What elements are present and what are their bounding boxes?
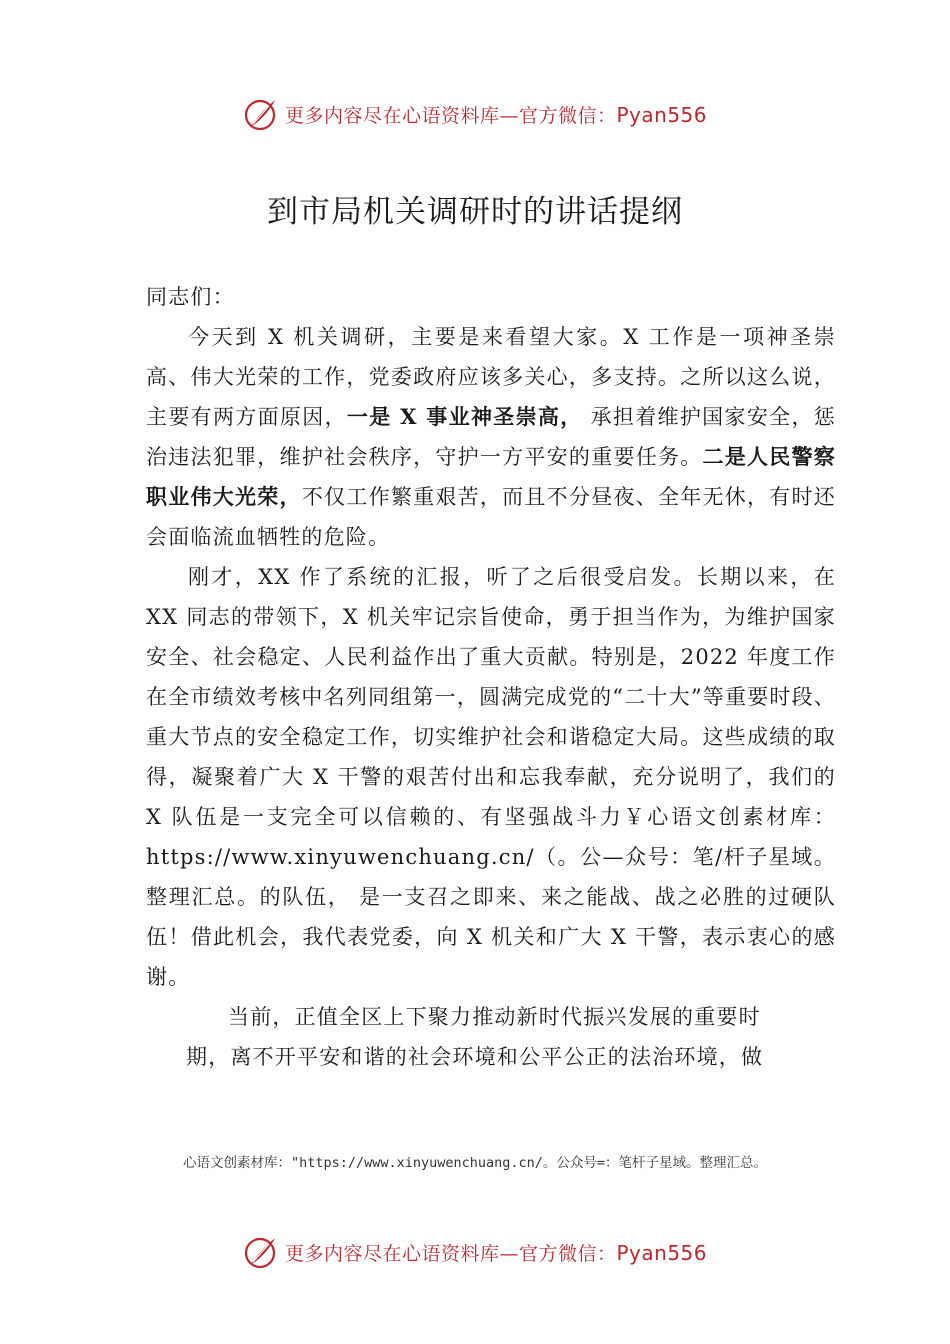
source-footnote: 心语文创素材库："https://www.xinyuwenchuang.cn/。公众号=：笔杆子星域。整理汇总。	[182, 1155, 768, 1171]
document-body	[146, 277, 836, 1077]
quill-logo-icon	[243, 1234, 279, 1270]
quill-logo-icon	[243, 96, 279, 132]
bold-point-1: 一是 X 事业神圣崇高，	[346, 404, 583, 429]
banner-text: 更多内容尽在心语资料库—官方微信：Pyan556	[284, 102, 708, 127]
banner-wechat-id: Pyan556	[616, 1240, 708, 1265]
paragraph-1: 今天到 X 机关调研，主要是来看望大家。X 工作是一项神圣崇高、伟大光荣的工作，党委政府应该多关心，多支持。之所以这么说，主要有两方面原因，一是 X 事业神圣崇高， 承担着维护国家安全，惩治违法犯罪，维护社会秩序，守护一方平安的重要任务。二是人民警察职业伟大光荣，不仅工作繁重艰苦，而且不分昼夜、全年无休，有时还会面临流血牺牲的危险。	[146, 325, 836, 549]
greeting: 同志们：	[146, 285, 235, 309]
document-title: 到市局机关调研时的讲话提纲	[267, 194, 683, 230]
footer-watermark-banner	[0, 1230, 950, 1274]
paragraph-3: 当前，正值全区上下聚力推动新时代振兴发展的重要时	[228, 1005, 761, 1029]
bold-point-2: 二是人民警察职业伟大光荣，	[146, 444, 836, 509]
paragraph-2: 刚才，XX 作了系统的汇报，听了之后很受启发。长期以来，在 XX 同志的带领下，X 机关牢记宗旨使命，勇于担当作为，为维护国家安全、社会稳定、人民利益作出了重大贡献。特别是，2022 年度工作在全市绩效考核中名列同组第一，圆满完成党的“二十大”等重要时段、重大节点的安全稳定工作，切实维护社会和谐稳定大局。这些成绩的取得，凝聚着广大 X 干警的艰苦付出和忘我奉献，充分说明了，我们的 X 队伍是一支完全可以信赖的、有坚强战斗力￥心语文创素材库：https://www.xinyuwenchuang.cn/（。公—众号：笔/杆子星域。整理汇总。的队伍， 是一支召之即来、来之能战、战之必胜的过硬队伍！借此机会，我代表党委，向 X 机关和广大 X 干警，表示衷心的感谢。	[146, 565, 836, 989]
banner-wechat-id: Pyan556	[616, 102, 708, 127]
paragraph-3-continued: 期，离不开平安和谐的社会环境和公平公正的法治环境，做	[186, 1045, 764, 1069]
header-watermark-banner	[0, 92, 950, 136]
banner-text: 更多内容尽在心语资料库—官方微信：Pyan556	[284, 1240, 708, 1265]
